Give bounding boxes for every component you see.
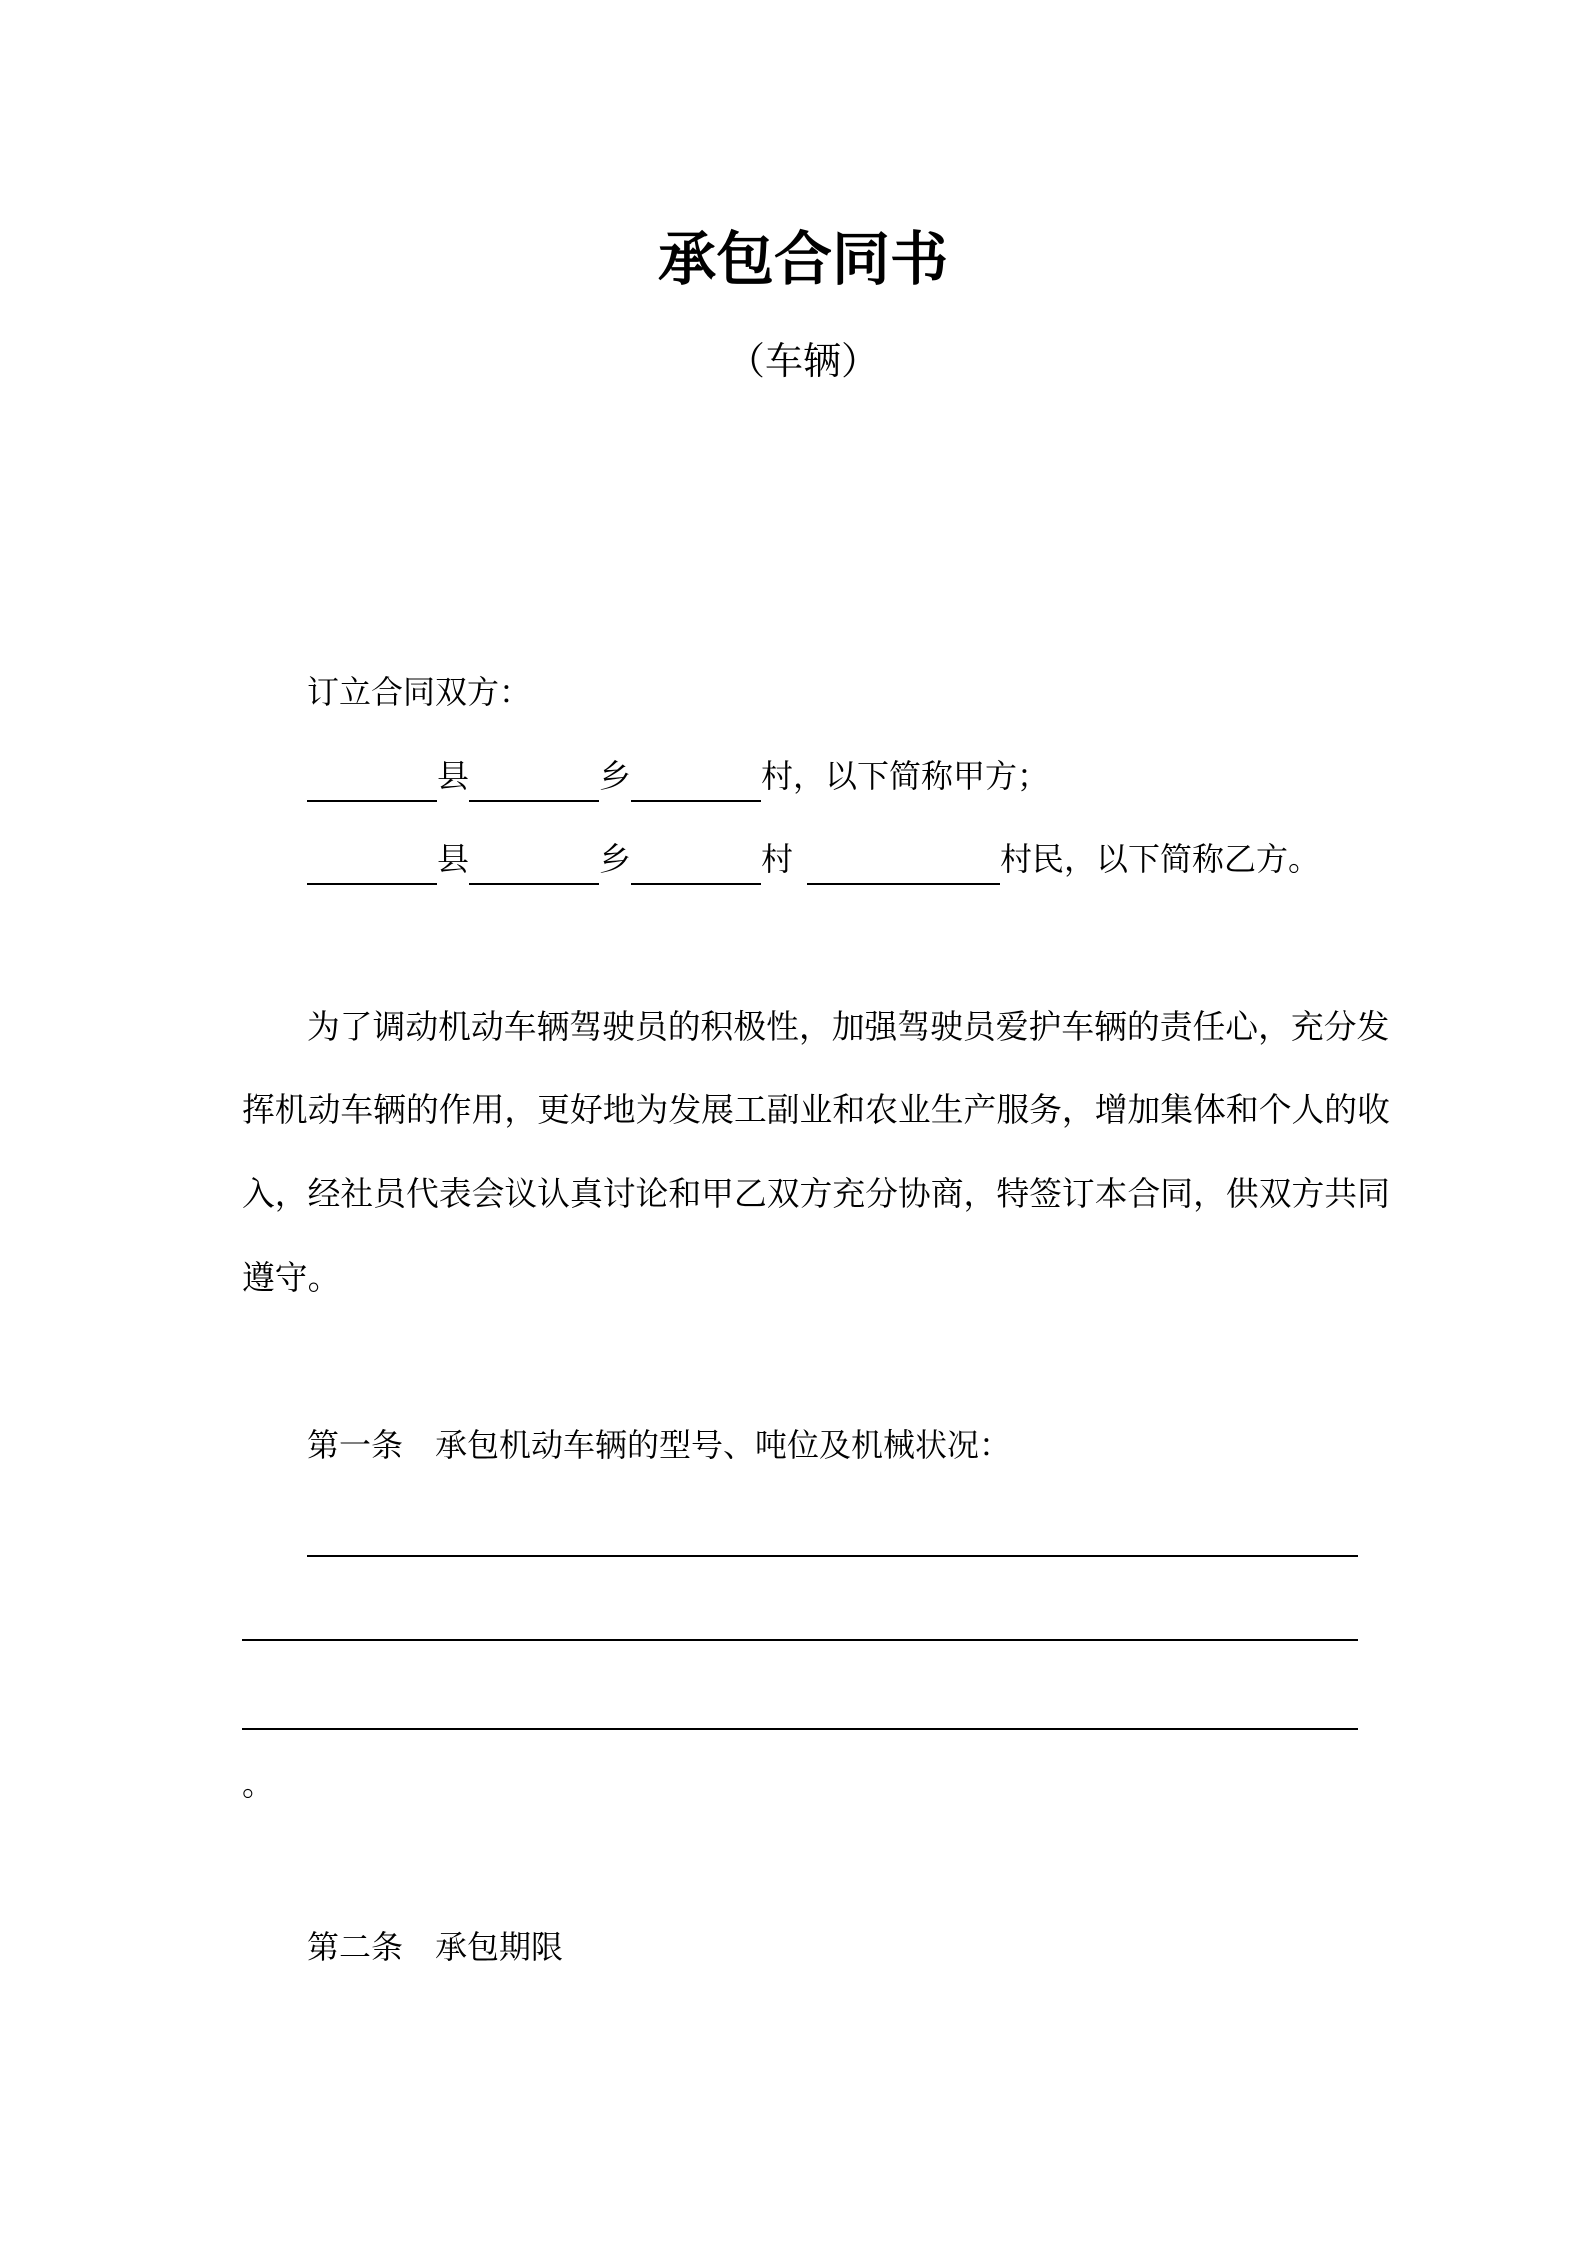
township-blank[interactable] (469, 847, 599, 885)
village-blank[interactable] (631, 847, 761, 885)
fill-in-line[interactable] (242, 1639, 1358, 1641)
party-a-suffix: ，以下简称甲方； (793, 757, 1050, 795)
article-1-title: 承包机动车辆的型号、吨位及机械状况： (435, 1426, 1012, 1464)
article-2-title: 承包期限 (435, 1928, 564, 1966)
county-blank[interactable] (307, 847, 437, 885)
article-2-number: 第二条 (307, 1928, 404, 1966)
party-b-suffix: 村民，以下简称乙方。 (1000, 840, 1321, 878)
preamble-line: 为了调动机动车辆驾驶员的积极性，加强驾驶员爱护车辆的责任心，充分发 (307, 1008, 1390, 1046)
county-label: 县 (437, 840, 470, 878)
document-subtitle: （车辆） (726, 339, 879, 383)
party-b-line (307, 839, 1320, 879)
fill-in-line[interactable] (242, 1728, 1358, 1730)
township-label: 乡 (599, 757, 632, 795)
party-a-line (307, 756, 1049, 796)
name-blank[interactable] (807, 847, 1000, 885)
parties-heading: 订立合同双方： (307, 673, 532, 711)
article-1-end-mark: 。 (242, 1765, 275, 1803)
village-label: 村 (761, 840, 794, 878)
village-blank[interactable] (631, 764, 761, 802)
county-label: 县 (437, 757, 470, 795)
township-label: 乡 (599, 840, 632, 878)
fill-in-line[interactable] (307, 1555, 1358, 1557)
village-label: 村 (761, 757, 794, 795)
preamble-line: 遵守。 (242, 1259, 341, 1297)
county-blank[interactable] (307, 764, 437, 802)
preamble-line: 挥机动车辆的作用，更好地为发展工副业和农业生产服务，增加集体和个人的收 (242, 1091, 1390, 1129)
article-1-number: 第一条 (307, 1426, 404, 1464)
preamble-line: 入，经社员代表会议认真讨论和甲乙双方充分协商，特签订本合同，供双方共同 (242, 1175, 1390, 1213)
article-1-heading (307, 1425, 1011, 1465)
township-blank[interactable] (469, 764, 599, 802)
document-title: 承包合同书 (657, 225, 948, 293)
article-2-heading (307, 1927, 563, 1967)
